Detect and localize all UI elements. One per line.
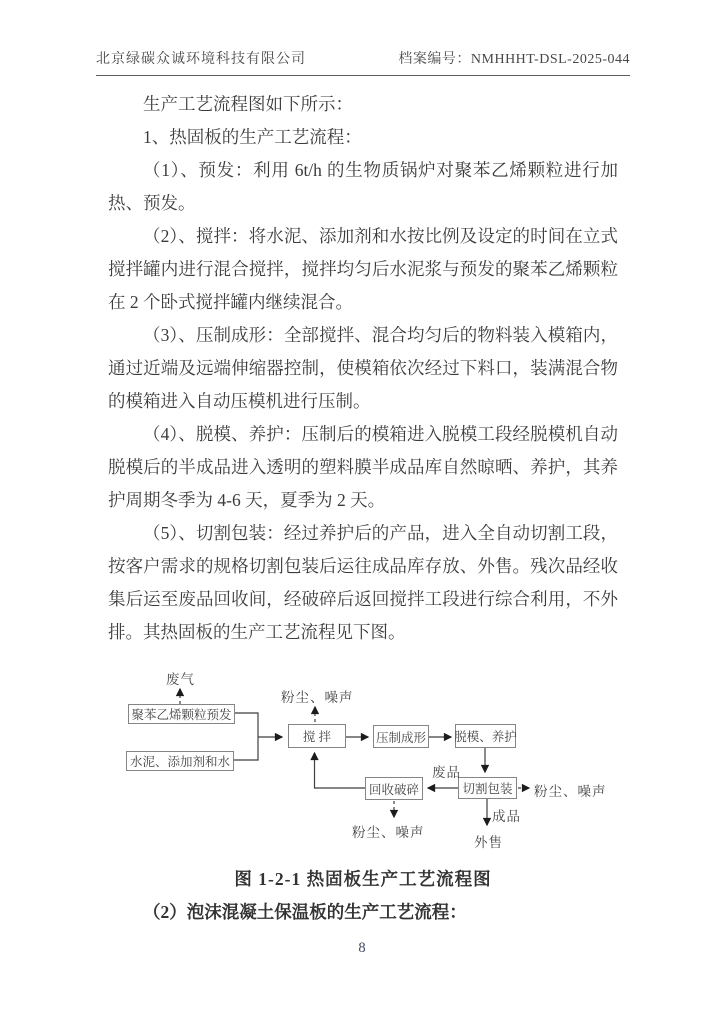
doc-number: 档案编号：NMHHHT-DSL-2025-044: [398, 52, 630, 67]
label-dust-noise-mixing: 粉尘、噪声: [281, 690, 354, 705]
process-flowchart: [96, 660, 636, 856]
paragraph-step-4: （4）、脱模、养护：压制后的模箱进入脱模工段经脱模机自动脱模后的半成品进入透明的塑料膜半成品库自然晾晒、养护，其养护周期冬季为 4-6 天，夏季为 2 天。: [108, 424, 618, 510]
paragraph-step-3: （3）、压制成形：全部搅拌、混合均匀后的物料装入模箱内，通过近端及远端伸缩器控制，使模箱依次经过下料口，装满混合物的模箱进入自动压模机进行压制。: [108, 325, 618, 411]
label-dust-noise-cutting: 粉尘、噪声: [534, 784, 607, 799]
label-scrap: 废品: [432, 765, 461, 780]
flow-node-demolding: 脱模、养护: [455, 724, 516, 748]
paragraph-step-5: （5）、切割包装：经过养护后的产品，进入全自动切割工段，按客户需求的规格切割包装后运往成品库存放、外售。残次品经收集后运至废品回收间，经破碎后返回搅拌工段进行综合利用，不外排。其热固板的生产工艺流程见下图。: [108, 523, 618, 642]
label-sale: 外售: [474, 835, 503, 850]
figure-caption: 图 1-2-1 热固板生产工艺流程图: [234, 869, 492, 889]
flow-node-recycling: 回收破碎: [365, 777, 423, 800]
label-product: 成品: [492, 809, 521, 824]
company-name: 北京绿碳众诚环境科技有限公司: [96, 52, 306, 67]
paragraph-step-2: （2）、搅拌：将水泥、添加剂和水按比例及设定的时间在立式搅拌罐内进行混合搅拌，搅拌均匀后水泥浆与预发的聚苯乙烯颗粒在 2 个卧式搅拌罐内继续混合。: [108, 226, 618, 312]
label-waste-gas: 废气: [166, 672, 195, 687]
body-text: [108, 88, 618, 649]
page-header: [96, 48, 630, 76]
flow-node-cutting: 切割包装: [458, 777, 517, 799]
flow-node-mixing: 搅 拌: [288, 724, 346, 748]
label-dust-noise-recycling: 粉尘、噪声: [352, 825, 425, 840]
flow-node-pre-expansion: 聚苯乙烯颗粒预发: [128, 704, 235, 724]
flow-node-pressing: 压制成形: [373, 725, 429, 748]
paragraph-list-1: 1、热固板的生产工艺流程：: [143, 127, 362, 147]
flow-node-materials: 水泥、添加剂和水: [126, 751, 234, 771]
subheading: （2）泡沫混凝土保温板的生产工艺流程：: [143, 902, 467, 922]
paragraph-intro: 生产工艺流程图如下所示：: [143, 94, 353, 114]
page-number: 8: [358, 940, 366, 956]
paragraph-step-1: （1）、预发：利用 6t/h 的生物质锅炉对聚苯乙烯颗粒进行加热、预发。: [108, 160, 618, 213]
